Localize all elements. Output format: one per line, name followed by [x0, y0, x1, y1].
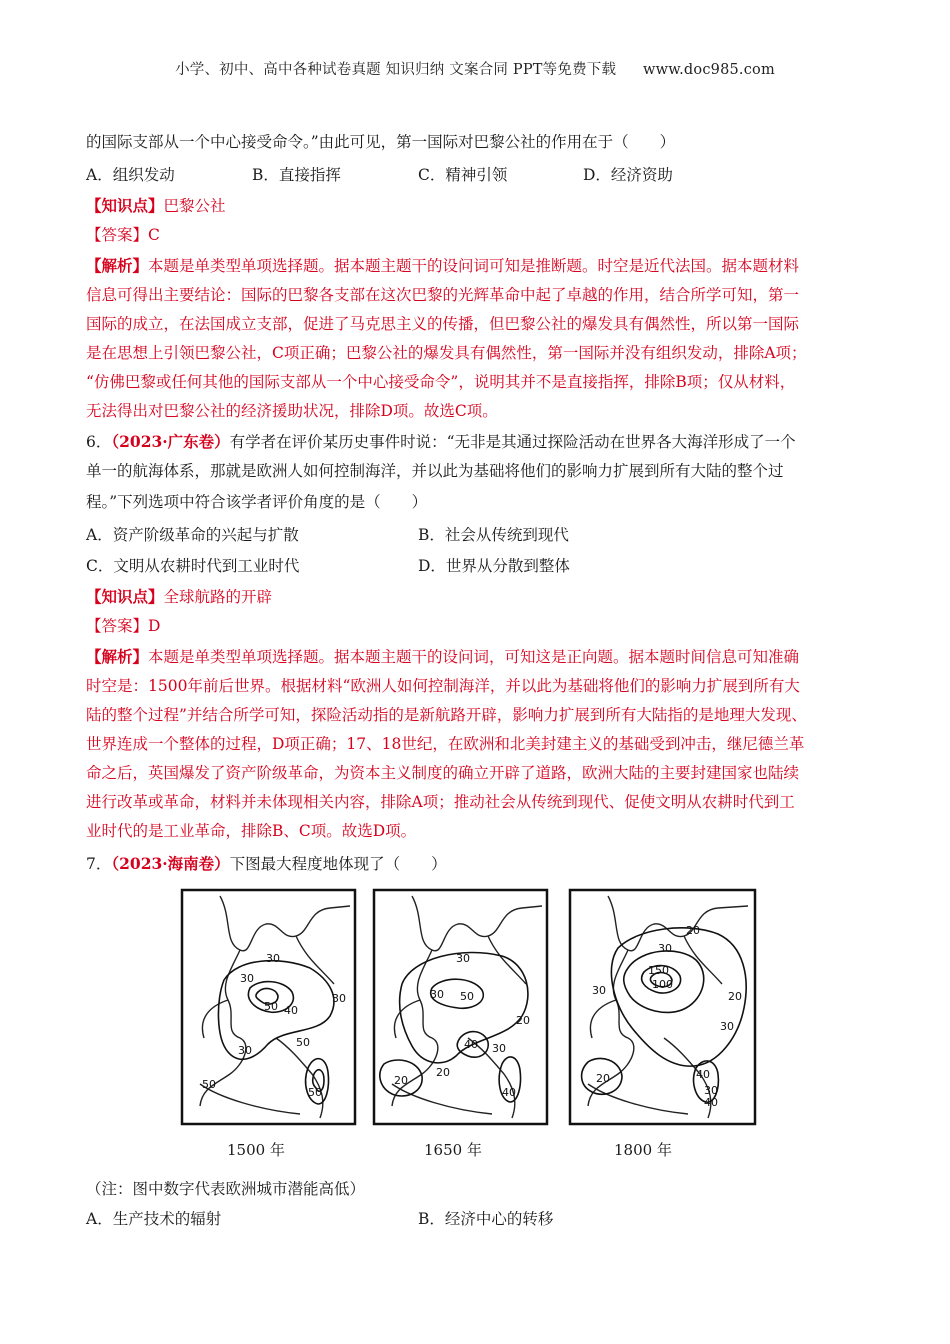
- q5-analysis-line: [86, 255, 799, 277]
- q6-analysis-tag: 【解析】: [86, 647, 149, 666]
- q5-analysis-line: 信息可得出主要结论：国际的巴黎各支部在这次巴黎的光辉革命中起了卓越的作用，结合所学可知，第一: [86, 286, 800, 304]
- map-label: 30: [492, 1042, 506, 1055]
- q6-knowledge-text: 全球航路的开辟: [163, 588, 273, 606]
- q7-option-b: B．经济中心的转移: [418, 1210, 554, 1228]
- q6-analysis-line: 业时代的是工业革命，排除B、C项。故选D项。: [86, 822, 417, 840]
- q6-number: 6．: [86, 433, 112, 451]
- q6-option-b: B．社会从传统到现代: [418, 526, 569, 544]
- map-label: 40: [696, 1068, 710, 1081]
- map-label: 20: [516, 1014, 530, 1027]
- map-label: 50: [308, 1086, 322, 1099]
- map-label: 40: [502, 1086, 516, 1099]
- q6-stem-line: [86, 431, 796, 453]
- header-site[interactable]: www.doc985.com: [642, 62, 775, 78]
- q5-option-a: A．组织发动: [86, 166, 175, 184]
- q6-source: （2023·广东卷）: [111, 432, 230, 451]
- map-label: 40: [704, 1096, 718, 1109]
- q5-knowledge-text: 巴黎公社: [163, 197, 226, 215]
- map-label: 30: [238, 1044, 252, 1057]
- q7-option-a: A．生产技术的辐射: [86, 1210, 222, 1228]
- q5-analysis-line: 是在思想上引领巴黎公社，C项正确；巴黎公社的爆发具有偶然性，第一国际并没有组织发动，排除A项；: [86, 344, 807, 362]
- map-label: 30: [240, 972, 254, 985]
- q5-knowledge-tag: 【知识点】: [86, 196, 164, 215]
- q7-note: （注：图中数字代表欧洲城市潜能高低）: [86, 1180, 366, 1198]
- map-label: 100: [652, 978, 673, 991]
- map-label: 50: [460, 990, 474, 1003]
- q5-option-b: B．直接指挥: [252, 166, 341, 184]
- map-label: 20: [728, 990, 742, 1003]
- map-label: 30: [456, 952, 470, 965]
- map-label: 20: [686, 924, 700, 937]
- q6-option-a: A．资产阶级革命的兴起与扩散: [86, 526, 299, 544]
- q6-stem-line: 单一的航海体系，那就是欧洲人如何控制海洋，并以此为基础将他们的影响力扩展到所有大陆的整个过: [86, 462, 784, 480]
- map-label: 40: [284, 1004, 298, 1017]
- q6-analysis-line: 进行改革或革命，材料并未体现相关内容，排除A项；推动社会从传统到现代、促使文明从农耕时代到工: [86, 793, 795, 811]
- q5-analysis-tag: 【解析】: [86, 256, 149, 275]
- map-label: 30: [430, 988, 444, 1001]
- q6-analysis-line: 陆的整个过程”并结合所学可知，探险活动指的是新航路开辟，影响力扩展到所有大陆指的是地理大发现、: [86, 706, 807, 724]
- q6-analysis-line: 世界连成一个整体的过程，D项正确；17、18世纪，在欧洲和北美封建主义的基础受到冲击，继尼德兰革: [86, 735, 805, 753]
- map-label: 30: [332, 992, 346, 1005]
- map-1650: [374, 890, 547, 1124]
- q5-analysis-line: 国际的成立，在法国成立支部，促进了马克思主义的传播，但巴黎公社的爆发具有偶然性，所以第一国际: [86, 315, 800, 333]
- q7-number: 7．: [86, 855, 112, 873]
- page-header: [0, 58, 950, 79]
- q5-stem: 的国际支部从一个中心接受命令。”由此可见，第一国际对巴黎公社的作用在于（ ）: [86, 133, 676, 151]
- map-year-1800: 1800 年: [614, 1141, 672, 1159]
- map-label: 40: [464, 1038, 478, 1051]
- q7-stem-line: [86, 853, 447, 875]
- q5-option-c: C．精神引领: [418, 166, 508, 184]
- q5-analysis-text: 本题是单类型单项选择题。据本题主题干的设问词可知是推断题。时空是近代法国。据本题材料: [148, 257, 800, 275]
- q7-stem-text: 下图最大程度地体现了（ ）: [229, 855, 447, 873]
- map-1800: [570, 890, 755, 1124]
- map-label: 20: [394, 1074, 408, 1087]
- map-year-1650: 1650 年: [424, 1141, 482, 1159]
- q6-analysis-line: 命之后，英国爆发了资产阶级革命，为资本主义制度的确立开辟了道路，欧洲大陆的主要封建国家也陆续: [86, 764, 800, 782]
- q6-analysis-line: 时空是：1500年前后世界。根据材料“欧洲人如何控制海洋，并以此为基础将他们的影响力扩展到所有大: [86, 677, 800, 695]
- q5-option-d: D．经济资助: [583, 166, 673, 184]
- q6-answer: 【答案】D: [86, 617, 161, 635]
- q7-source: （2023·海南卷）: [111, 854, 230, 873]
- q6-option-d: D．世界从分散到整体: [418, 557, 570, 575]
- header-text: 小学、初中、高中各种试卷真题 知识归纳 文案合同 PPT等免费下载: [175, 62, 617, 78]
- map-label: 30: [720, 1020, 734, 1033]
- map-label: 30: [658, 942, 672, 955]
- map-label: 20: [436, 1066, 450, 1079]
- q6-analysis-text: 本题是单类型单项选择题。据本题主题干的设问词，可知这是正向题。据本题时间信息可知准确: [148, 648, 800, 666]
- q5-knowledge: [86, 195, 226, 217]
- q5-analysis-line: “仿佛巴黎或任何其他的国际支部从一个中心接受命令”，说明其并不是直接指挥，排除B项；仅从材料，: [86, 373, 796, 391]
- map-label: 20: [596, 1072, 610, 1085]
- q6-knowledge-tag: 【知识点】: [86, 587, 164, 606]
- q6-stem-text: 有学者在评价某历史事件时说：“无非是其通过探险活动在世界各大海洋形成了一个: [229, 433, 796, 451]
- map-label: 150: [648, 964, 669, 977]
- map-label: 50: [296, 1036, 310, 1049]
- q6-stem-line: 程。”下列选项中符合该学者评价角度的是（ ）: [86, 493, 428, 511]
- map-label: 30: [592, 984, 606, 997]
- map-1500: [182, 890, 355, 1124]
- map-label: 30: [266, 952, 280, 965]
- city-potential-maps: [180, 888, 770, 1128]
- map-label: 30: [704, 1084, 718, 1097]
- q5-analysis-line: 无法得出对巴黎公社的经济援助状况，排除D项。故选C项。: [86, 402, 498, 420]
- q6-analysis-line: [86, 646, 799, 668]
- map-year-1500: 1500 年: [227, 1141, 285, 1159]
- q5-answer: 【答案】C: [86, 226, 160, 244]
- q6-knowledge: [86, 586, 272, 608]
- map-label: 50: [264, 1000, 278, 1013]
- map-label: 50: [202, 1078, 216, 1091]
- q6-option-c: C．文明从农耕时代到工业时代: [86, 557, 300, 575]
